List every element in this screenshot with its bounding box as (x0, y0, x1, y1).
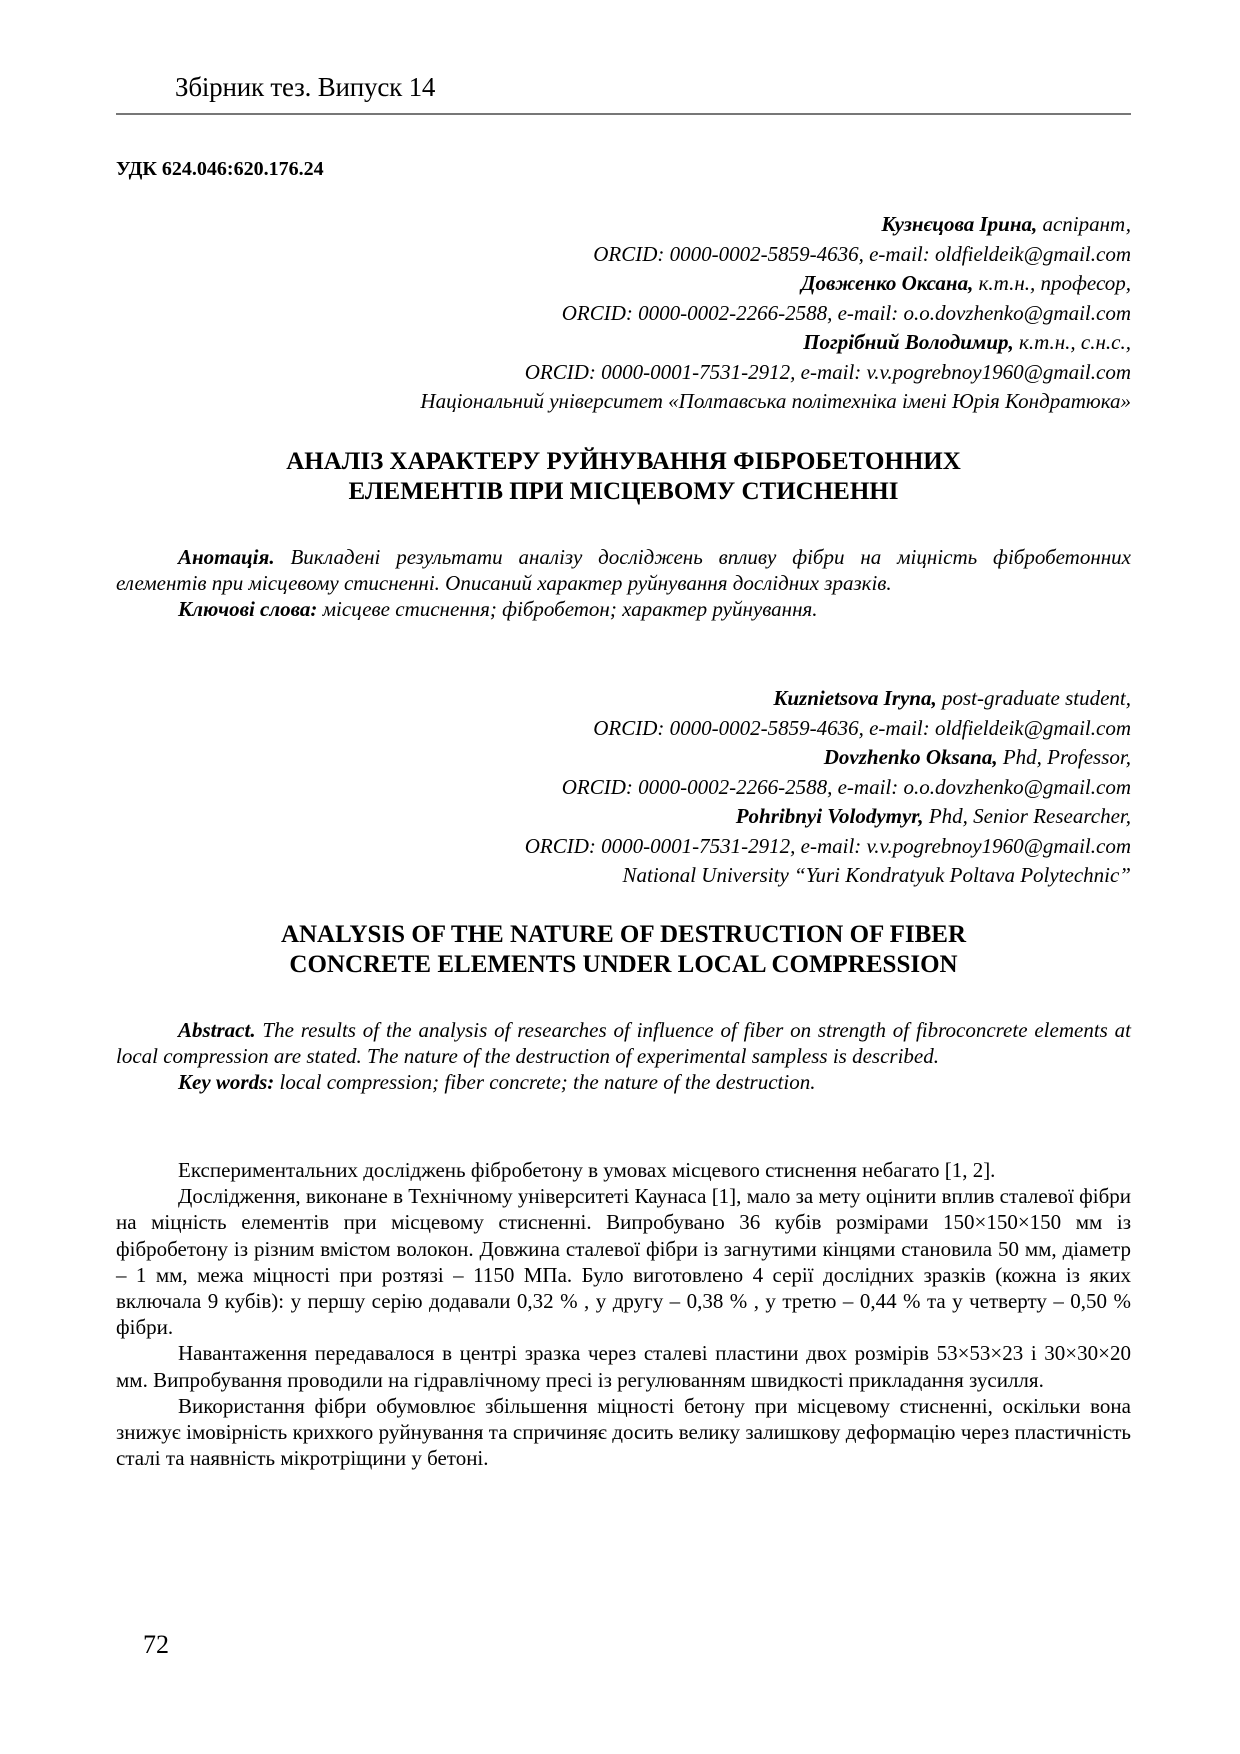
author-name: Kuznietsova Iryna, (773, 686, 937, 710)
paper-title-en (116, 920, 1131, 980)
author-ids: ORCID: 0000-0001-7531-2912, e-mail: v.v.pogrebnoy1960@gmail.com (524, 359, 1131, 384)
abstract-ua (116, 544, 1131, 622)
page-number: 72 (143, 1630, 169, 1659)
author-name: Dovzhenko Oksana, (823, 745, 998, 769)
abstract-text: Викладені результати аналізу досліджень впливу фібри на міцність фібробетонних елементів при місцевому стисненні. Описаний характер руйнування дослідних зразків. (116, 545, 1131, 595)
abstract-label: Анотація. (178, 545, 275, 569)
author-name: Pohribnyi Volodymyr, (735, 804, 924, 828)
keywords-paragraph (116, 596, 1131, 622)
keywords-text: місцеве стиснення; фібробетон; характер руйнування. (317, 597, 818, 621)
keywords-label: Ключові слова: (178, 597, 318, 621)
author-ids: ORCID: 0000-0002-5859-4636, e-mail: oldfieldeik@gmail.com (593, 715, 1131, 740)
paper-title-ua (116, 447, 1131, 507)
keywords-label: Key words: (178, 1070, 275, 1094)
author-role: Phd, Professor, (997, 745, 1131, 769)
author-name: Довженко Оксана, (801, 271, 974, 295)
author-role: к.т.н., професор, (973, 271, 1131, 295)
author-line (525, 802, 1131, 832)
title-line: CONCRETE ELEMENTS UNDER LOCAL COMPRESSION (289, 951, 958, 978)
author-ids: ORCID: 0000-0002-2266-2588, e-mail: o.o.dovzhenko@gmail.com (561, 774, 1131, 799)
body-paragraph: Дослідження, виконане в Технічному університеті Каунаса [1], мало за мету оцінити вплив сталевої фібри на міцність елементів при місцевому стисненні. Випробувано 36 кубів розмірами 150×150×150 мм із фібробетону із різним вмістом волокон. Довжина сталевої фібри із загнутими кінцями становила 50 мм, діаметр – 1 мм, межа міцності при розтязі – 1150 МПа. Було виготовлено 4 серії дослідних зразків (кожна із яких включала 9 кубів): у першу серію додавали 0,32 % , у другу – 0,38 % , у третю – 0,44 % та у четверту – 0,50 % фібри. (116, 1184, 1131, 1340)
abstract-paragraph (116, 544, 1131, 596)
body-paragraph: Навантаження передавалося в центрі зразка через сталеві пластини двох розмірів 53×53×23 і 30×30×20 мм. Випробування проводили на гідравлічному пресі із регулюванням швидкості прикладання зусилля. (116, 1341, 1131, 1392)
author-line (420, 328, 1131, 358)
author-name: Кузнєцова Ірина, (881, 212, 1038, 236)
udk-code: УДК 624.046:620.176.24 (116, 158, 324, 180)
authors-block-en (525, 684, 1131, 891)
author-role: Phd, Senior Researcher, (923, 804, 1131, 828)
header-divider (116, 113, 1131, 115)
keywords-text: local compression; fiber concrete; the nature of the destruction. (274, 1070, 816, 1094)
keywords-paragraph (116, 1069, 1131, 1095)
running-header: Збірник тез. Випуск 14 (175, 72, 436, 102)
body-paragraph: Експериментальних досліджень фібробетону в умовах місцевого стиснення небагато [1, 2]. (178, 1158, 996, 1182)
body-paragraph: Використання фібри обумовлює збільшення міцності бетону при місцевому стисненні, оскільки вона знижує імовірність крихкого руйнування та спричиняє досить велику залишкову деформацію через пластичність сталі та наявність мікротріщини у бетоні. (116, 1393, 1131, 1471)
affiliation: National University “Yuri Kondratyuk Poltava Polytechnic” (622, 863, 1131, 887)
author-role: post-graduate student, (936, 686, 1131, 710)
author-name: Погрібний Володимир, (803, 330, 1014, 354)
title-line: ANALYSIS OF THE NATURE OF DESTRUCTION OF FIBER (280, 921, 967, 948)
author-role: аспірант, (1037, 212, 1131, 236)
author-ids: ORCID: 0000-0002-5859-4636, e-mail: oldfieldeik@gmail.com (593, 241, 1131, 266)
abstract-text: The results of the analysis of researches of influence of fiber on strength of fibroconcrete elements at local compression are stated. The nature of the destruction of experimental sampless is described. (116, 1018, 1131, 1068)
title-line: ЕЛЕМЕНТІВ ПРИ МІСЦЕВОМУ СТИСНЕННІ (348, 478, 899, 505)
authors-block-ua (420, 210, 1131, 417)
author-ids: ORCID: 0000-0002-2266-2588, e-mail: o.o.dovzhenko@gmail.com (561, 300, 1131, 325)
author-line (525, 743, 1131, 773)
author-line (420, 269, 1131, 299)
title-line: АНАЛІЗ ХАРАКТЕРУ РУЙНУВАННЯ ФІБРОБЕТОННИХ (286, 448, 961, 475)
author-role: к.т.н., с.н.с., (1013, 330, 1131, 354)
author-line (420, 210, 1131, 240)
abstract-paragraph (116, 1017, 1131, 1069)
abstract-en (116, 1017, 1131, 1095)
author-line (525, 684, 1131, 714)
affiliation: Національний університет «Полтавська політехніка імені Юрія Кондратюка» (420, 389, 1131, 413)
author-ids: ORCID: 0000-0001-7531-2912, e-mail: v.v.pogrebnoy1960@gmail.com (524, 833, 1131, 858)
body-text (116, 1157, 1131, 1471)
abstract-label: Abstract. (178, 1018, 256, 1042)
